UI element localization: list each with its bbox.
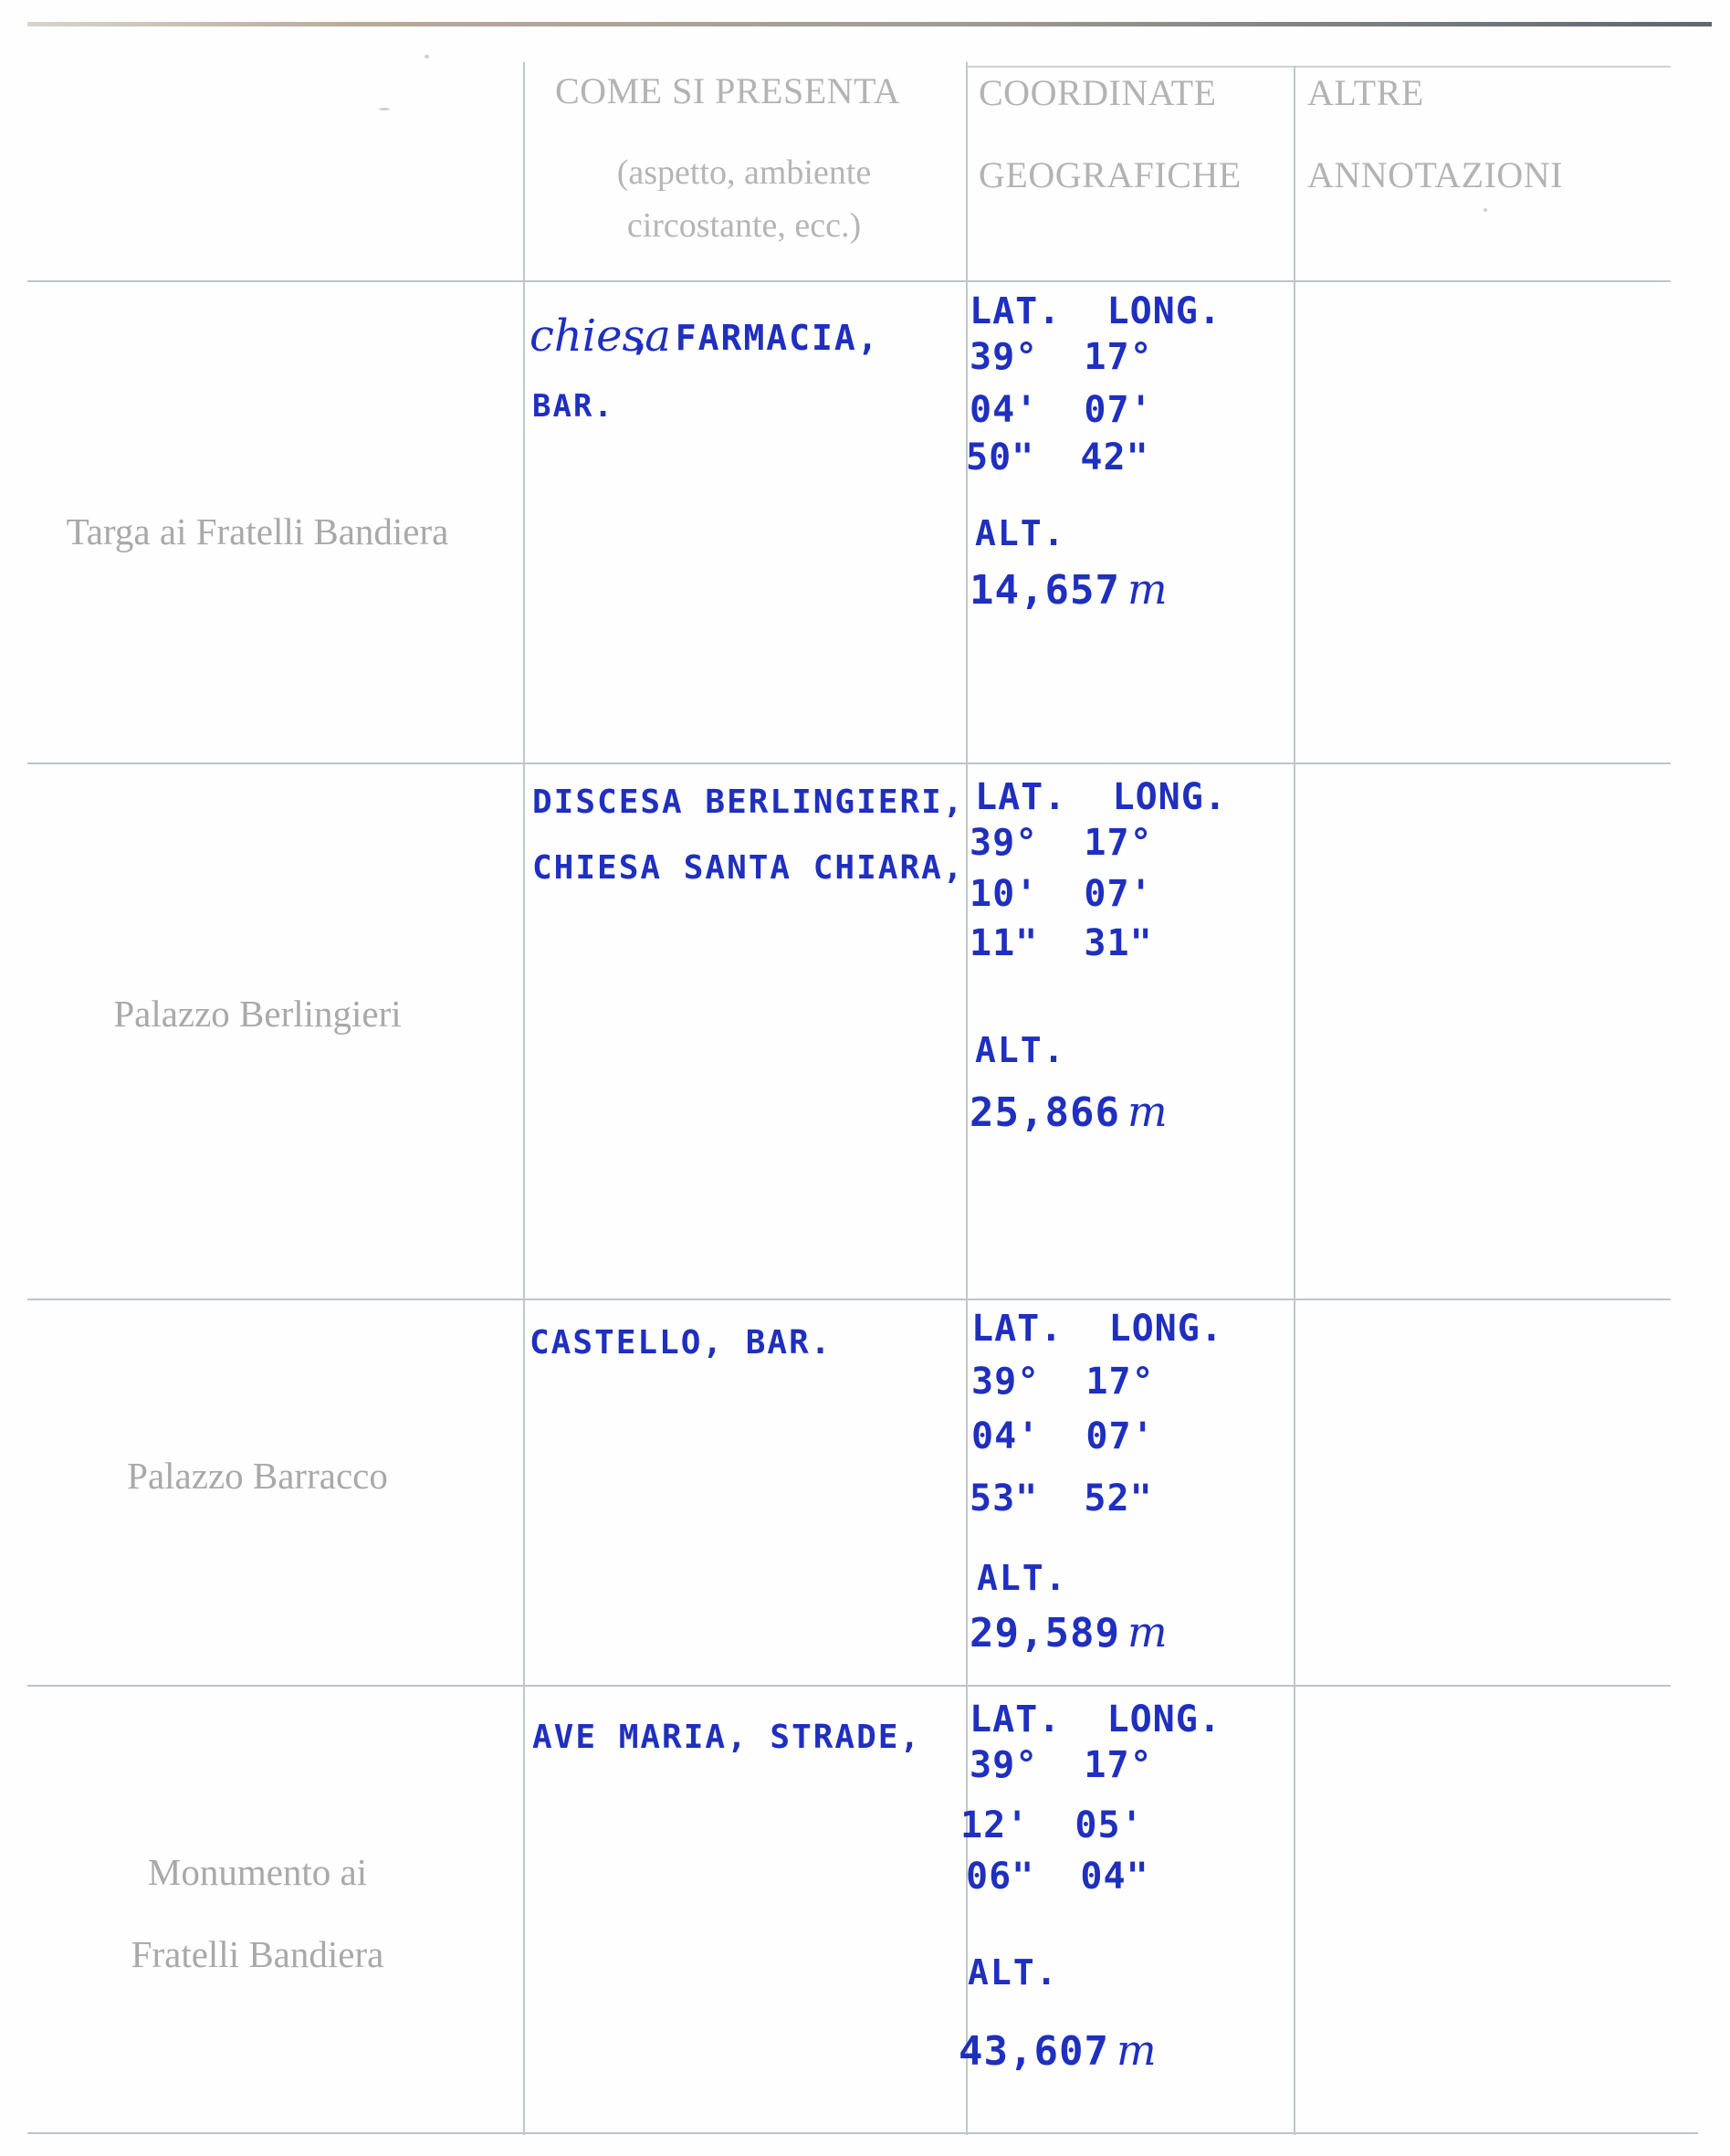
- aspect-handwriting: CHIESA SANTA CHIARA,: [532, 849, 965, 887]
- header-col-notes-title-2: ANNOTAZIONI: [1307, 154, 1564, 195]
- row-label: Palazzo Barracco: [127, 1455, 388, 1497]
- coords-minutes: 10' 07': [970, 873, 1153, 915]
- altitude-number: 43,607: [959, 2028, 1109, 2075]
- row-label: Fratelli Bandiera: [131, 1933, 384, 1975]
- column-divider: [1294, 66, 1295, 2135]
- aspect-handwriting: AVE MARIA, STRADE,: [532, 1719, 922, 1756]
- altitude-label: ALT.: [975, 1030, 1066, 1070]
- header-col-aspect-title: COME SI PRESENTA: [555, 70, 901, 111]
- altitude-number: 25,866: [970, 1089, 1120, 1136]
- header-col-notes-title-1: ALTRE: [1307, 72, 1424, 113]
- altitude-label: ALT.: [975, 513, 1066, 553]
- coords-header: LAT. LONG.: [970, 1699, 1221, 1741]
- coords-minutes: 04' 07': [970, 389, 1153, 431]
- coords-seconds: 53" 52": [970, 1478, 1153, 1520]
- row-divider: [27, 762, 1671, 764]
- altitude-number: 29,589: [970, 1610, 1120, 1656]
- scan-speck: [1484, 208, 1487, 212]
- coords-header: LAT. LONG.: [970, 290, 1221, 332]
- scan-speck: [379, 108, 390, 110]
- coords-seconds: 11" 31": [970, 922, 1153, 964]
- altitude-unit: m: [1127, 564, 1169, 614]
- row-label: Palazzo Berlingieri: [113, 993, 402, 1035]
- row-divider: [27, 1685, 1671, 1687]
- coords-header: LAT. LONG.: [971, 1308, 1223, 1350]
- altitude-value: [970, 1087, 1169, 1136]
- aspect-handwriting: , FARMACIA,: [630, 318, 880, 358]
- altitude-label: ALT.: [968, 1952, 1059, 1993]
- coords-seconds: 50" 42": [966, 436, 1149, 479]
- header-col-aspect-sub-1: (aspetto, ambiente: [616, 153, 872, 192]
- coords-minutes: 04' 07': [971, 1415, 1155, 1457]
- altitude-unit: m: [1116, 2025, 1158, 2075]
- altitude-value: [970, 1607, 1169, 1656]
- aspect-handwriting: CASTELLO, BAR.: [529, 1324, 833, 1362]
- header-col-aspect-sub-2: circostante, ecc.): [626, 206, 862, 245]
- row-divider: [27, 280, 1671, 282]
- header-col-coords-title-1: COORDINATE: [979, 72, 1217, 113]
- coords-minutes: 12' 05': [960, 1804, 1144, 1846]
- altitude-value: [970, 564, 1169, 614]
- table-bottom-line: [27, 2132, 1698, 2134]
- altitude-unit: m: [1127, 1087, 1169, 1136]
- coords-degrees: 39° 17°: [970, 822, 1153, 864]
- header-col-coords-title-2: GEOGRAFICHE: [979, 154, 1242, 195]
- coords-seconds: 06" 04": [966, 1856, 1149, 1898]
- top-border-line: [27, 22, 1712, 26]
- coords-header: LAT. LONG.: [975, 776, 1227, 818]
- altitude-value: [959, 2025, 1158, 2075]
- aspect-handwriting: BAR.: [532, 388, 614, 425]
- row-label: Monumento ai: [147, 1851, 368, 1893]
- coords-degrees: 39° 17°: [970, 336, 1153, 378]
- row-label: Targa ai Fratelli Bandiera: [66, 510, 449, 552]
- altitude-number: 14,657: [970, 567, 1120, 614]
- altitude-label: ALT.: [977, 1558, 1068, 1598]
- coords-degrees: 39° 17°: [971, 1361, 1155, 1403]
- row-divider: [27, 1299, 1671, 1300]
- scan-speck: [425, 55, 429, 58]
- aspect-handwriting: DISCESA BERLINGIERI,: [532, 784, 965, 821]
- altitude-unit: m: [1127, 1607, 1169, 1656]
- column-divider: [523, 62, 525, 2135]
- aspect-handwriting: chiesa: [529, 310, 671, 362]
- coords-degrees: 39° 17°: [970, 1744, 1153, 1786]
